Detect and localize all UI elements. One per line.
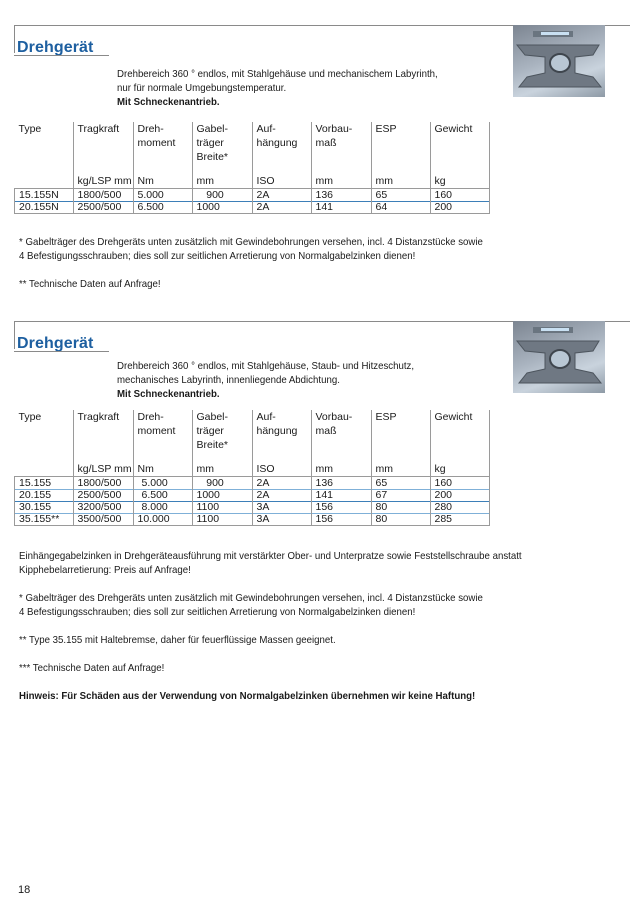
cell-tragkraft: 1800/500 bbox=[73, 189, 133, 202]
section-left-rule bbox=[14, 25, 15, 53]
cell-drehmoment: 6.500 bbox=[133, 202, 192, 214]
cell-gewicht: 160 bbox=[430, 189, 489, 202]
rotator-device-photo bbox=[513, 321, 605, 393]
unit-cell: mm bbox=[311, 462, 371, 477]
description-bold: Mit Schneckenantrieb. bbox=[117, 388, 220, 400]
cell-gabeltraeger: 900 bbox=[192, 477, 252, 490]
cell-drehmoment: 5.000 bbox=[133, 477, 192, 490]
unit-cell: Nm bbox=[133, 462, 192, 477]
cell-type: 30.155 bbox=[15, 502, 74, 514]
page-number: 18 bbox=[18, 884, 31, 896]
col-header-gabeltraeger: Gabel- träger Breite* bbox=[192, 410, 252, 452]
unit-cell: mm bbox=[192, 462, 252, 477]
cell-drehmoment: 5.000 bbox=[133, 189, 192, 202]
col-header-drehmoment: Dreh- moment bbox=[133, 410, 192, 452]
cell-vorbaumass: 141 bbox=[311, 490, 371, 502]
cell-type: 15.155N bbox=[15, 189, 74, 202]
unit-cell: mm bbox=[371, 174, 430, 189]
cell-gewicht: 200 bbox=[430, 202, 489, 214]
section-title: Drehgerät bbox=[17, 39, 94, 56]
section-left-rule bbox=[14, 321, 15, 349]
unit-cell: mm bbox=[311, 174, 371, 189]
col-header-aufhaengung: Auf- hängung bbox=[252, 410, 311, 452]
col-header-gabeltraeger: Gabel- träger Breite* bbox=[192, 122, 252, 164]
cell-tragkraft: 1800/500 bbox=[73, 477, 133, 490]
cell-type: 20.155 bbox=[15, 490, 74, 502]
col-header-tragkraft: Tragkraft bbox=[73, 122, 133, 164]
cell-tragkraft: 2500/500 bbox=[73, 202, 133, 214]
cell-tragkraft: 2500/500 bbox=[73, 490, 133, 502]
unit-cell: kg/LSP mm bbox=[73, 174, 133, 189]
col-header-esp: ESP bbox=[371, 122, 430, 164]
cell-aufhaengung: 2A bbox=[252, 202, 311, 214]
title-underline bbox=[14, 351, 109, 352]
cell-aufhaengung: 3A bbox=[252, 514, 311, 526]
cell-type: 20.155N bbox=[15, 202, 74, 214]
footnote: ** Type 35.155 mit Haltebremse, daher für feuerflüssige Massen geeignet. bbox=[19, 634, 336, 646]
cell-type: 15.155 bbox=[15, 477, 74, 490]
table-unit-row bbox=[15, 462, 490, 477]
description-bold: Mit Schneckenantrieb. bbox=[117, 96, 220, 108]
table-row bbox=[15, 502, 490, 514]
cell-gabeltraeger: 1000 bbox=[192, 490, 252, 502]
cell-esp: 65 bbox=[371, 189, 430, 202]
col-header-vorbaumass: Vorbau- maß bbox=[311, 410, 371, 452]
cell-vorbaumass: 136 bbox=[311, 477, 371, 490]
spec-table bbox=[14, 410, 490, 526]
unit-cell: kg/LSP mm bbox=[73, 462, 133, 477]
cell-gabeltraeger: 1100 bbox=[192, 502, 252, 514]
table-header-row bbox=[15, 410, 490, 452]
footnote: * Gabelträger des Drehgeräts unten zusätzlich mit Gewindebohrungen versehen, incl. 4 Distanzstücke sowie bbox=[19, 236, 483, 248]
footnote: *** Technische Daten auf Anfrage! bbox=[19, 662, 165, 674]
cell-gewicht: 280 bbox=[430, 502, 489, 514]
col-header-type: Type bbox=[18, 123, 42, 135]
unit-cell: kg bbox=[430, 462, 489, 477]
cell-vorbaumass: 156 bbox=[311, 514, 371, 526]
table-row bbox=[15, 202, 490, 214]
table-header-row bbox=[15, 122, 490, 164]
unit-cell: ISO bbox=[252, 174, 311, 189]
unit-cell: mm bbox=[192, 174, 252, 189]
col-header-esp: ESP bbox=[371, 410, 430, 452]
table-unit-row bbox=[15, 174, 490, 189]
col-header-drehmoment: Dreh- moment bbox=[133, 122, 192, 164]
cell-drehmoment: 6.500 bbox=[133, 490, 192, 502]
spec-table bbox=[14, 122, 490, 214]
cell-esp: 65 bbox=[371, 477, 430, 490]
rotator-device-photo bbox=[513, 25, 605, 97]
cell-gabeltraeger: 1100 bbox=[192, 514, 252, 526]
rotator-device-drawing bbox=[513, 321, 605, 393]
footnote: 4 Befestigungsschrauben; dies soll zur seitlichen Arretierung von Normalgabelzinken dienen! bbox=[19, 250, 416, 262]
rotator-device-drawing bbox=[513, 25, 605, 97]
description-line: mechanisches Labyrinth, innenliegende Abdichtung. bbox=[117, 374, 340, 386]
unit-cell: kg bbox=[430, 174, 489, 189]
col-header-aufhaengung: Auf- hängung bbox=[252, 122, 311, 164]
table-row bbox=[15, 490, 490, 502]
col-header-gewicht: Gewicht bbox=[430, 122, 489, 164]
cell-vorbaumass: 141 bbox=[311, 202, 371, 214]
col-header-gewicht: Gewicht bbox=[430, 410, 489, 452]
cell-gewicht: 200 bbox=[430, 490, 489, 502]
unit-cell: Nm bbox=[133, 174, 192, 189]
section-description bbox=[117, 359, 414, 401]
footnote: Einhängegabelzinken in Drehgeräteausführung mit verstärkter Ober- und Unterpratze sowie Feststellschraube anstatt bbox=[19, 550, 522, 562]
product-section-1 bbox=[0, 25, 630, 295]
cell-vorbaumass: 136 bbox=[311, 189, 371, 202]
cell-type: 35.155** bbox=[15, 514, 74, 526]
cell-aufhaengung: 2A bbox=[252, 490, 311, 502]
cell-gabeltraeger: 900 bbox=[192, 189, 252, 202]
footnote: * Gabelträger des Drehgeräts unten zusätzlich mit Gewindebohrungen versehen, incl. 4 Distanzstücke sowie bbox=[19, 592, 483, 604]
unit-cell: ISO bbox=[252, 462, 311, 477]
col-header-tragkraft: Tragkraft bbox=[73, 410, 133, 452]
unit-cell: mm bbox=[371, 462, 430, 477]
section-description bbox=[117, 67, 438, 109]
description-line: Drehbereich 360 ° endlos, mit Stahlgehäuse, Staub- und Hitzeschutz, bbox=[117, 360, 415, 372]
cell-aufhaengung: 2A bbox=[252, 189, 311, 202]
cell-drehmoment: 8.000 bbox=[133, 502, 192, 514]
cell-aufhaengung: 2A bbox=[252, 477, 311, 490]
table-row bbox=[15, 189, 490, 202]
footnote: ** Technische Daten auf Anfrage! bbox=[19, 278, 161, 290]
cell-tragkraft: 3500/500 bbox=[73, 514, 133, 526]
cell-gewicht: 160 bbox=[430, 477, 489, 490]
footnote: Kipphebelarretierung: Preis auf Anfrage! bbox=[19, 564, 191, 576]
liability-warning: Hinweis: Für Schäden aus der Verwendung von Normalgabelzinken übernehmen wir keine Haftung! bbox=[19, 690, 476, 702]
table-row bbox=[15, 477, 490, 490]
description-line: nur für normale Umgebungstemperatur. bbox=[117, 82, 287, 94]
cell-gabeltraeger: 1000 bbox=[192, 202, 252, 214]
section-title: Drehgerät bbox=[17, 335, 94, 352]
cell-gewicht: 285 bbox=[430, 514, 489, 526]
col-header-type: Type bbox=[18, 411, 42, 423]
cell-drehmoment: 10.000 bbox=[133, 514, 192, 526]
description-line: Drehbereich 360 ° endlos, mit Stahlgehäuse und mechanischem Labyrinth, bbox=[117, 68, 438, 80]
cell-esp: 67 bbox=[371, 490, 430, 502]
product-section-2 bbox=[0, 321, 630, 721]
cell-esp: 80 bbox=[371, 502, 430, 514]
table-row bbox=[15, 514, 490, 526]
header-spacer bbox=[15, 452, 490, 462]
col-header-vorbaumass: Vorbau- maß bbox=[311, 122, 371, 164]
cell-tragkraft: 3200/500 bbox=[73, 502, 133, 514]
header-spacer bbox=[15, 164, 490, 174]
cell-aufhaengung: 3A bbox=[252, 502, 311, 514]
unit-cell bbox=[15, 174, 74, 189]
cell-esp: 64 bbox=[371, 202, 430, 214]
cell-vorbaumass: 156 bbox=[311, 502, 371, 514]
title-underline bbox=[14, 55, 109, 56]
footnote: 4 Befestigungsschrauben; dies soll zur seitlichen Arretierung von Normalgabelzinken dienen! bbox=[19, 606, 416, 618]
cell-esp: 80 bbox=[371, 514, 430, 526]
unit-cell bbox=[15, 462, 74, 477]
